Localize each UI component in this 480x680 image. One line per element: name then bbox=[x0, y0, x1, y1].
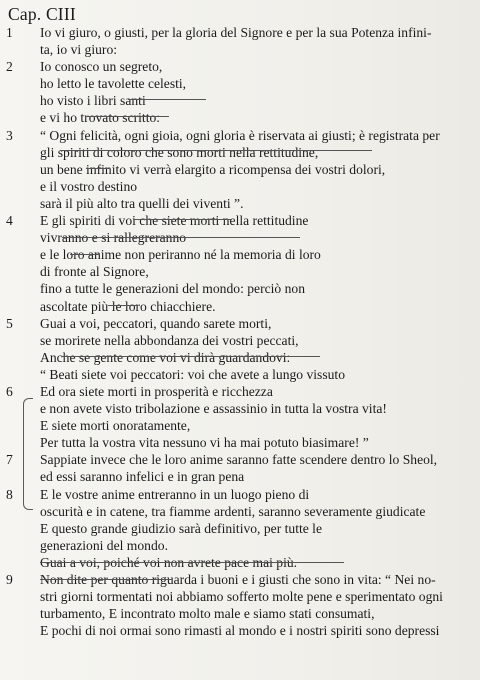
line-text: un bene infinito vi verrà elargito a ricompensa dei vostri dolori, bbox=[40, 161, 386, 177]
text-line bbox=[0, 383, 480, 400]
text-line bbox=[0, 263, 480, 280]
line-text: Non dite per quanto riguarda i buoni e i giusti che sono in vita: “ Nei no- bbox=[40, 572, 436, 587]
line-text: fino a tutte le generazioni del mondo: perciò non bbox=[40, 281, 305, 297]
line-text: stri giorni tormentati noi abbiamo sofferto molte pene e sperimentato ogni bbox=[40, 589, 443, 605]
underline-mark bbox=[87, 116, 169, 117]
text-line bbox=[0, 75, 480, 92]
text-line bbox=[0, 588, 480, 605]
text-line bbox=[0, 434, 480, 451]
text-line bbox=[0, 41, 480, 58]
line-text: E pochi di noi ormai sono rimasti al mondo e i nostri spiriti sono depressi bbox=[40, 623, 440, 639]
line-text: turbamento, E incontrato molto male e siamo stati consumati, bbox=[40, 606, 375, 622]
line-text: gli spiriti di coloro che sono morti nella rettitudine, bbox=[40, 144, 319, 160]
line-text: Guai a voi, poiché voi non avrete pace mai più. bbox=[40, 554, 298, 570]
text-line bbox=[0, 161, 480, 178]
text-line bbox=[0, 468, 480, 485]
text-line bbox=[0, 486, 480, 503]
verse-number: 8 bbox=[6, 486, 13, 502]
text-line bbox=[0, 605, 480, 622]
verse-number: 6 bbox=[6, 383, 13, 399]
underline-mark bbox=[70, 254, 100, 255]
line-text: Ed ora siete morti in prosperità e ricchezza bbox=[40, 383, 273, 399]
verse-list bbox=[0, 24, 480, 639]
underline-mark bbox=[62, 237, 300, 238]
underline-mark bbox=[133, 219, 231, 220]
line-text: ho letto le tavolette celesti, bbox=[40, 76, 187, 92]
text-line bbox=[0, 212, 480, 229]
line-text: sarà il più alto tra quelli dei viventi ”. bbox=[40, 195, 244, 211]
text-line bbox=[0, 92, 480, 109]
text-line bbox=[0, 366, 480, 383]
line-text: e le loro anime non periranno né la memoria di loro bbox=[40, 247, 321, 263]
verse-number: 5 bbox=[6, 315, 13, 331]
line-text: E questo grande giudizio sarà definitivo, per tutte le bbox=[40, 520, 322, 536]
text-line bbox=[0, 58, 480, 75]
text-line bbox=[0, 195, 480, 212]
text-line bbox=[0, 144, 480, 161]
line-text: E siete morti onoratamente, bbox=[40, 418, 191, 434]
underline-mark bbox=[60, 150, 372, 151]
chapter-title: Cap. CIII bbox=[8, 4, 76, 24]
verse-number: 2 bbox=[6, 59, 13, 75]
text-line bbox=[0, 400, 480, 417]
line-text: Per tutta la vostra vita nessuno vi ha mai potuto biasimare! ” bbox=[40, 435, 369, 451]
text-line bbox=[0, 24, 480, 41]
line-text: di fronte al Signore, bbox=[40, 264, 149, 280]
line-text: e vi ho trovato scritto: bbox=[40, 110, 161, 126]
text-line bbox=[0, 503, 480, 520]
text-line bbox=[0, 109, 480, 126]
text-line bbox=[0, 178, 480, 195]
text-line bbox=[0, 451, 480, 468]
verse-number: 3 bbox=[6, 127, 13, 143]
line-text: “ Ogni felicità, ogni gioia, ogni gloria è riservata ai giusti; è registrata per bbox=[40, 127, 440, 143]
underline-mark bbox=[40, 579, 172, 580]
line-text: “ Beati siete voi peccatori: voi che avete a lungo vissuto bbox=[40, 366, 346, 382]
line-text: ed essi saranno infelici e in gran pena bbox=[40, 469, 245, 485]
line-text: Io vi giuro, o giusti, per la gloria del Signore e per la sua Potenza infini- bbox=[40, 25, 432, 40]
line-text: e non avete visto tribolazione e assassinio in tutta la vostra vita! bbox=[40, 401, 387, 417]
verse-number: 7 bbox=[6, 452, 13, 468]
line-text: Guai a voi, peccatori, quando sarete morti, bbox=[40, 315, 272, 331]
line-text: Sappiate invece che le loro anime saranno fatte scendere dentro lo Sheol, bbox=[40, 452, 438, 468]
line-text: e il vostro destino bbox=[40, 178, 138, 194]
line-text: Anche se gente come voi vi dirà guardandovi: bbox=[40, 349, 291, 365]
line-text: ascoltate più le loro chiacchiere. bbox=[40, 298, 216, 314]
line-text: E le vostre anime entreranno in un luogo pieno di bbox=[40, 486, 310, 502]
text-line bbox=[0, 349, 480, 366]
line-text: ta, io vi giuro: bbox=[40, 42, 118, 58]
underline-mark bbox=[62, 356, 320, 357]
text-line bbox=[0, 280, 480, 297]
margin-bracket-mark bbox=[23, 398, 33, 510]
text-line bbox=[0, 417, 480, 434]
verse-number: 1 bbox=[6, 25, 13, 40]
underline-mark bbox=[108, 305, 138, 306]
line-text: ho visto i libri santi bbox=[40, 93, 146, 109]
underline-mark bbox=[86, 168, 110, 169]
text-line bbox=[0, 315, 480, 332]
line-text: vivranno e si rallegreranno bbox=[40, 230, 187, 246]
text-line bbox=[0, 520, 480, 537]
line-text: oscurità e in catene, tra fiamme ardenti, saranno severamente giudicate bbox=[40, 503, 426, 519]
verse-number: 4 bbox=[6, 213, 13, 229]
line-text: E gli spiriti di voi che siete morti nella rettitudine bbox=[40, 213, 309, 229]
underline-mark bbox=[128, 99, 206, 100]
line-text: generazioni del mondo. bbox=[40, 537, 168, 553]
text-line bbox=[0, 537, 480, 554]
verse-number: 9 bbox=[6, 572, 13, 587]
text-line bbox=[0, 622, 480, 639]
line-text: se morirete nella abbondanza dei vostri peccati, bbox=[40, 332, 299, 348]
text-line bbox=[0, 298, 480, 315]
underline-mark bbox=[40, 562, 344, 563]
text-line bbox=[0, 332, 480, 349]
line-text: Io conosco un segreto, bbox=[40, 59, 163, 75]
text-line bbox=[0, 127, 480, 144]
